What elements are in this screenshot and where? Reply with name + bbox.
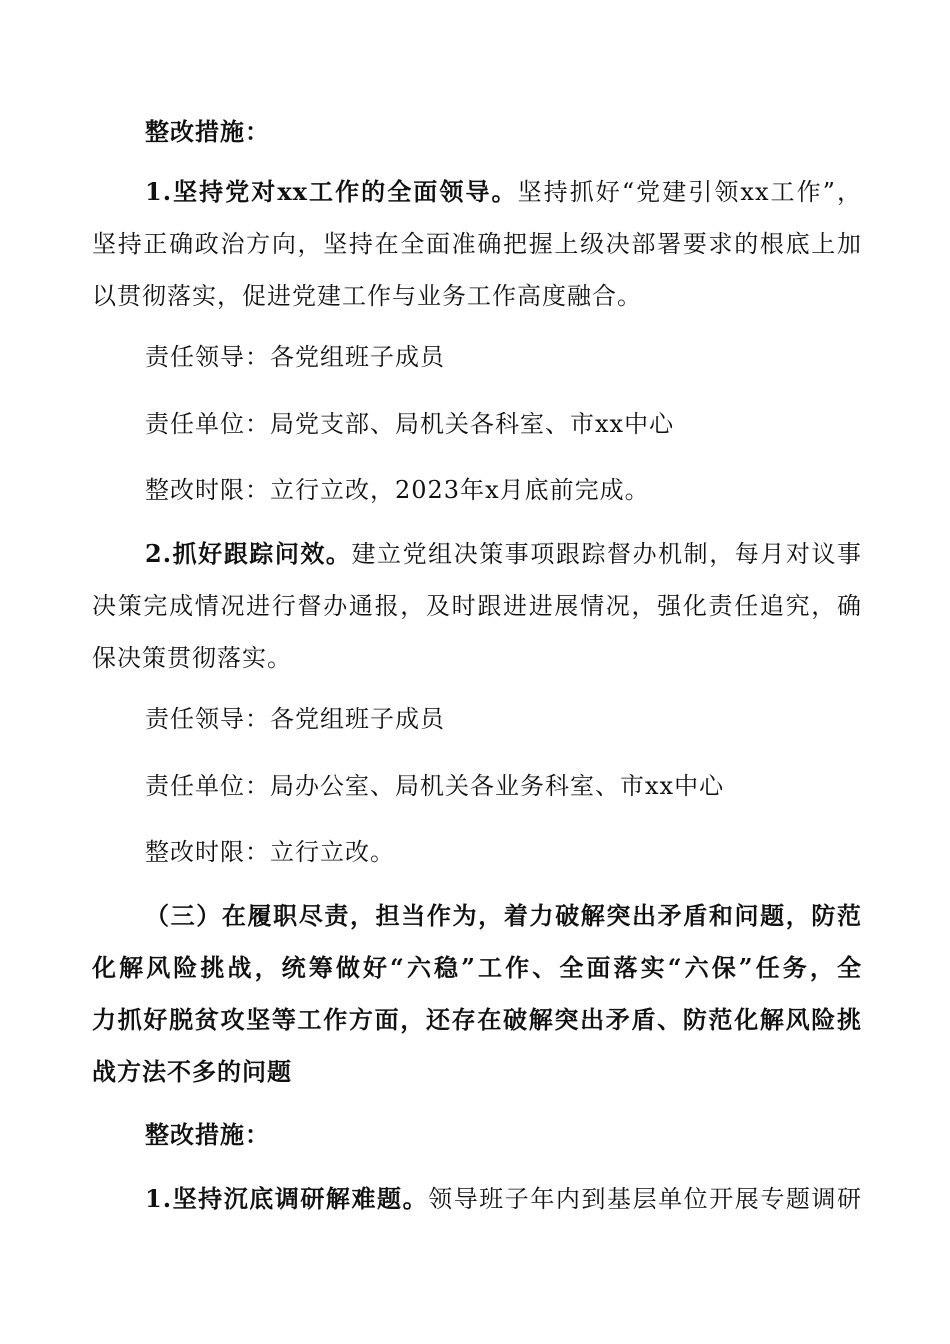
section-b-item-1-title: 1.坚持沉底调研解难题。: [145, 1184, 429, 1213]
item-2-leader: 责任领导：各党组班子成员: [145, 705, 445, 733]
section-b-item-1-line-1: [145, 1182, 862, 1216]
item-1-text: 坚持抓好“党建引领xx工作”，: [517, 178, 862, 206]
item-1-line-3: 以贯彻落实，促进党建工作与业务工作高度融合。: [92, 282, 642, 310]
item-2-unit: 责任单位：局办公室、局机关各业务科室、市xx中心: [145, 772, 725, 800]
section-three-line-2: 化解风险挑战，统筹做好“六稳”工作、全面落实“六保”任务，全: [92, 953, 862, 982]
item-1-line-1: [145, 175, 862, 209]
item-1-unit: 责任单位：局党支部、局机关各科室、市xx中心: [145, 410, 675, 438]
item-1-deadline: 整改时限：立行立改，2023年x月底前完成。: [145, 476, 650, 504]
item-2-deadline: 整改时限：立行立改。: [145, 838, 395, 866]
item-1-title: 1.坚持党对xx工作的全面领导。: [145, 177, 518, 206]
item-2-line-3: 保决策贯彻落实。: [92, 644, 292, 672]
section-three-line-4: 战方法不多的问题: [92, 1057, 292, 1086]
item-1-line-2: 坚持正确政治方向，坚持在全面准确把握上级决部署要求的根底上加: [92, 230, 862, 258]
section-heading-2: 整改措施：: [145, 1120, 270, 1149]
section-heading: 整改措施：: [145, 117, 270, 146]
item-2-line-2: 决策完成情况进行督办通报，及时跟进进展情况，强化责任追究，确: [92, 592, 862, 620]
section-b-item-1-text: 领导班子年内到基层单位开展专题调研: [428, 1185, 862, 1213]
section-three-line-1: （三）在履职尽责，担当作为，着力破解突出矛盾和问题，防范: [145, 901, 862, 930]
item-2-title: 2.抓好跟踪问效。: [145, 539, 352, 568]
item-2-text: 建立党组决策事项跟踪督办机制，每月对议事: [351, 540, 862, 568]
item-2-line-1: [145, 537, 862, 571]
section-three-line-3: 力抓好脱贫攻坚等工作方面，还存在破解突出矛盾、防范化解风险挑: [92, 1005, 862, 1034]
item-1-leader: 责任领导：各党组班子成员: [145, 343, 445, 371]
